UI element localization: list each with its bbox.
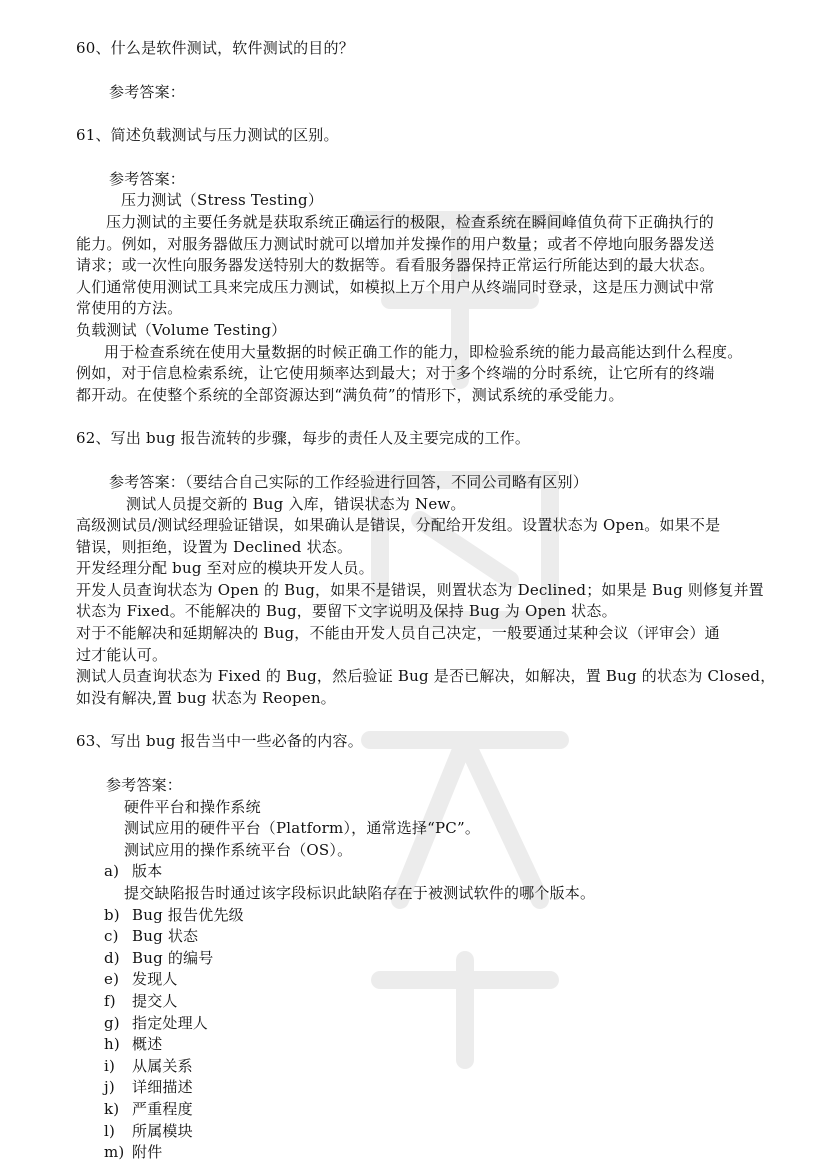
list-item-text: 详细描述 [132,1078,193,1097]
stress-paragraph-line: 能力。例如，对服务器做压力测试时就可以增加并发操作的用户数量；或者不停地向服务器发送 [76,234,715,253]
bug-flow-line: 状态为 Fixed。不能解决的 Bug，要留下文字说明及保持 Bug 为 Open 状态。 [76,602,617,621]
bug-flow-line: 高级测试员/测试经理验证错误，如果确认是错误，分配给开发组。设置状态为 Open。如果不是 [76,516,721,535]
list-item-text: 版本 [132,862,163,881]
list-marker: h) [104,1035,120,1054]
question-62-answer-label: 参考答案：（要结合自己实际的工作经验进行回答，不同公司略有区别） [109,472,588,491]
stress-paragraph-line: 人们通常使用测试工具来完成压力测试，如模拟上万个用户从终端同时登录，这是压力测试中常 [76,277,715,296]
question-61-answer-label: 参考答案： [109,169,186,188]
list-item [76,969,790,991]
question-60-title: 60、什么是软件测试，软件测试的目的？ [76,39,354,57]
bug-flow-line: 开发经理分配 bug 至对应的模块开发人员。 [76,559,374,578]
question-62-title: 62、写出 bug 报告流转的步骤，每步的责任人及主要完成的工作。 [76,429,531,448]
volume-testing-heading: 负载测试（Volume Testing） [76,320,287,339]
bug-flow-line: 对于不能解决和延期解决的 Bug，不能由开发人员自己决定，一般要通过某种会议（评审会）通 [76,624,720,643]
bug-flow-line: 错误，则拒绝，设置为 Declined 状态。 [76,537,353,556]
bug-flow-line: 测试人员提交新的 Bug 入库，错误状态为 New。 [126,494,466,513]
list-item [76,1077,790,1099]
list-item-text: Bug 的编号 [132,948,214,967]
stress-paragraph-line: 请求；或一次性向服务器发送特别大的数据等。看看服务器保持正常运行所能达到的最大状态。 [76,256,715,275]
volume-paragraph-line: 都开动。在使整个系统的全部资源达到“满负荷”的情形下，测试系统的承受能力。 [76,385,624,404]
bug-flow-line: 如没有解决,置 bug 状态为 Reopen。 [76,688,336,707]
stress-paragraph-line: 常使用的方法。 [76,299,183,318]
list-item [76,1121,790,1143]
volume-paragraph-line: 例如，对于信息检索系统，让它使用频率达到最大；对于多个终端的分时系统，让它所有的终端 [76,364,715,383]
list-item [76,991,790,1013]
list-item-text: Bug 报告优先级 [132,905,244,924]
bug-report-intro-line: 硬件平台和操作系统 [124,797,261,816]
list-item-text: 指定处理人 [132,1013,209,1032]
list-item [76,905,790,927]
list-marker: b) [104,905,120,924]
question-60-answer-label: 参考答案： [109,82,186,101]
list-item [76,1099,790,1121]
bug-flow-line: 测试人员查询状态为 Fixed 的 Bug，然后验证 Bug 是否已解决，如解决，置 Bug 的状态为 Closed， [76,667,776,686]
list-marker: a) [104,862,120,881]
list-marker: c) [104,927,119,946]
list-item-text: 严重程度 [132,1099,193,1118]
bug-report-intro-line: 测试应用的硬件平台（Platform），通常选择“PC”。 [124,819,481,838]
list-item [76,1142,790,1164]
stress-testing-heading: 压力测试（Stress Testing） [121,191,324,210]
list-item [76,1013,790,1035]
question-63-title: 63、写出 bug 报告当中一些必备的内容。 [76,732,363,751]
bug-flow-line: 过才能认可。 [76,645,168,664]
list-item-text: 所属模块 [132,1121,193,1140]
list-marker: l) [104,1121,116,1140]
bug-report-fields-list [76,861,790,1163]
document-body [76,38,790,1164]
bug-flow-line: 开发人员查询状态为 Open 的 Bug，如果不是错误，则置状态为 Declined；如果是 Bug 则修复并置 [76,580,764,599]
list-item-text: 提交人 [132,991,178,1010]
list-item [76,861,790,883]
question-61-title: 61、简述负载测试与压力测试的区别。 [76,126,339,145]
list-marker: e) [104,970,120,989]
list-marker: k) [104,1099,120,1118]
list-item-text: 概述 [132,1035,163,1054]
list-item [76,1034,790,1056]
bug-report-intro-line: 测试应用的操作系统平台（OS）。 [124,840,353,859]
stress-paragraph-line: 压力测试的主要任务就是获取系统正确运行的极限，检查系统在瞬间峰值负荷下正确执行的 [106,212,715,231]
list-item-text: 附件 [132,1143,163,1162]
list-marker: m) [104,1143,125,1162]
volume-paragraph-line: 用于检查系统在使用大量数据的时候正确工作的能力，即检验系统的能力最高能达到什么程度。 [104,342,743,361]
list-item-text: 从属关系 [132,1056,193,1075]
list-item [76,926,790,948]
list-item-description: 提交缺陷报告时通过该字段标识此缺陷存在于被测试软件的哪个版本。 [124,884,596,902]
list-item-text: 发现人 [132,970,178,989]
list-marker: g) [104,1013,120,1032]
list-item-subtext [76,883,790,905]
list-item-text: Bug 状态 [132,927,199,946]
list-item [76,1056,790,1078]
list-marker: d) [104,948,120,967]
list-marker: f) [104,991,116,1010]
list-marker: i) [104,1056,116,1075]
question-63-answer-label: 参考答案： [106,776,183,795]
list-item [76,948,790,970]
list-marker: j) [104,1078,115,1097]
